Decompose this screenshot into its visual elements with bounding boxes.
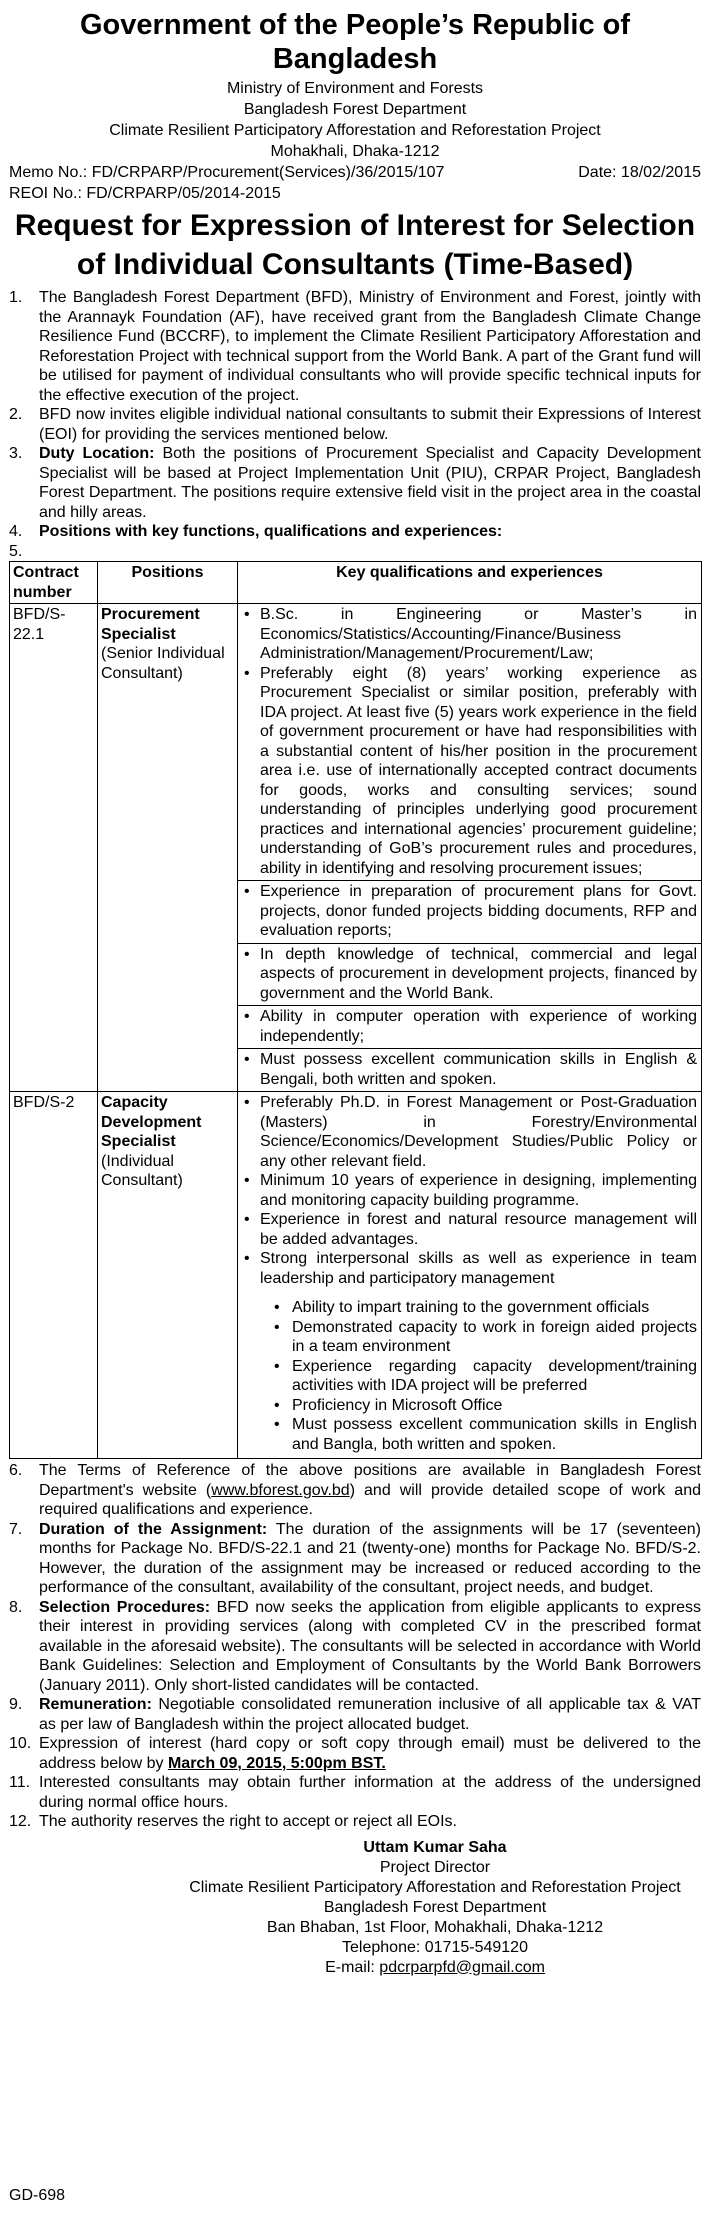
signatory-project: Climate Resilient Participatory Afforestation and Reforestation Project [189, 1878, 681, 1896]
signature-block [169, 1838, 701, 1978]
position-title: Procurement Specialist [101, 606, 200, 643]
paragraph-1: 1. The Bangladesh Forest Department (BFD), Ministry of Environment and Forest, jointly with the Arannayk Foundation (AF), have received grant from the Bangladesh Climate Change Resilience Fund (BCCRF), to implement the Climate Resilient Participatory Afforestation and Reforestation Project with technical support from the World Bank. A part of the Grant fund will be utilised for payment of individual consultants who will provide specific technical inputs for the effective execution of the project. [9, 289, 701, 404]
memo-date: Date: 18/02/2015 [578, 164, 701, 181]
government-title: Government of the People’s Republic of Bangladesh [80, 9, 630, 75]
project-line: Climate Resilient Participatory Afforestation and Reforestation Project [109, 122, 601, 139]
paragraph-12: 12. The authority reserves the right to accept or reject all EOIs. [9, 1813, 457, 1830]
list-item: • B.Sc. in Engineering or Master’s in Economics/Statistics/Accounting/Finance/Business Administration/Management/Procurement/Law; [260, 605, 697, 664]
list-item: • Strong interpersonal skills as well as experience in team leadership and participatory management [260, 1249, 697, 1288]
paragraph-2: 2. BFD now invites eligible individual national consultants to submit their Expressions of Interest (EOI) for providing the services mentioned below. [9, 406, 701, 443]
list-item: • Proficiency in Microsoft Office [292, 1396, 697, 1416]
contract-number: BFD/S-2 [10, 1092, 98, 1459]
closing-paragraphs [9, 1461, 701, 1832]
list-item: • Demonstrated capacity to work in foreign aided projects in a team environment [292, 1318, 697, 1357]
email-link[interactable]: pdcrparpfd@gmail.com [379, 1958, 545, 1976]
list-item: • Minimum 10 years of experience in designing, implementing and monitoring capacity building programme. [260, 1171, 697, 1210]
position-subtitle: (Individual Consultant) [101, 1152, 183, 1189]
header-qualifications: Key qualifications and experiences [238, 562, 702, 604]
qualifications-cell [238, 1092, 702, 1459]
paragraph-4: 4. Positions with key functions, qualifications and experiences: [9, 523, 503, 540]
intro-paragraphs [9, 288, 701, 561]
signatory-designation: Project Director [379, 1858, 491, 1876]
list-item: • Preferably eight (8) years’ working experience as Procurement Specialist or similar position, preferably with IDA project. At least five (5) years work experience in the field of government procurement or have had responsibilities with a substantial content of his/her position in the procurement area i.e. use of internationally accepted contract documents for goods, works and consulting services; sound understanding of principles underlying good procurement practices and international agencies’ procurement guideline; understanding of GoB’s procurement rules and procedures, ability in identifying and resolving procurement issues; [260, 664, 697, 879]
list-item: • Ability in computer operation with experience of working independently; [260, 1007, 697, 1046]
memo-number: Memo No.: FD/CRPARP/Procurement(Services)/36/2015/107 [9, 164, 445, 181]
paragraph-9: 9. Remuneration: Negotiable consolidated remuneration inclusive of all applicable tax & VAT as per law of Bangladesh within the project allocated budget. [9, 1696, 701, 1733]
list-item: • Experience in forest and natural resource management will be added advantages. [260, 1210, 697, 1249]
table-row [10, 1092, 702, 1459]
header-contract-number: Contract number [10, 562, 98, 604]
contract-number: BFD/S-22.1 [10, 604, 98, 1092]
paragraph-8: 8. Selection Procedures: BFD now seeks the application from eligible applicants to express their interest in providing services (along with completed CV in the prescribed format available in the aforesaid website). The consultants will be selected in accordance with World Bank Guidelines: Selection and Employment of Consultants by the World Bank Borrowers (January 2011). Only short-listed candidates will be contacted. [9, 1598, 701, 1694]
address-line: Mohakhali, Dhaka-1212 [270, 143, 440, 160]
signatory-department: Bangladesh Forest Department [323, 1898, 547, 1916]
paragraph-3: 3. Duty Location: Both the positions of Procurement Specialist and Capacity Development Specialist will be based at Project Implementation Unit (PIU), CRPAR Project, Bangladesh Forest Department. The positions require extensive field visit in the project area in the coastal and hilly areas. [9, 445, 701, 521]
position-title: Capacity Development Specialist [101, 1094, 202, 1150]
list-item: • Experience regarding capacity development/training activities with IDA project will be preferred [292, 1357, 697, 1396]
list-item: • Ability to impart training to the government officials [292, 1298, 697, 1318]
list-item: • Must possess excellent communication skills in English & Bengali, both written and spoken. [260, 1050, 697, 1089]
table-header-row [10, 562, 702, 604]
notice-title: Request for Expression of Interest for Selection of Individual Consultants (Time-Based) [14, 209, 696, 281]
paragraph-10: 10. Expression of interest (hard copy or soft copy through email) must be delivered to the address below by March 09, 2015, 5:00pm BST. [9, 1735, 701, 1772]
positions-table [9, 561, 702, 1459]
table-row [10, 604, 702, 1092]
position-cell [98, 1092, 238, 1459]
header-positions: Positions [98, 562, 238, 604]
reoi-number: REOI No.: FD/CRPARP/05/2014-2015 [9, 185, 281, 202]
paragraph-6: 6. The Terms of Reference of the above positions are available in Bangladesh Forest Department's website (www.bforest.gov.bd) and will provide detailed scope of work and required qualifications and experience. [9, 1462, 702, 1518]
department-line: Bangladesh Forest Department [243, 101, 467, 118]
paragraph-11: 11. Interested consultants may obtain further information at the address of the undersigned during normal office hours. [9, 1774, 701, 1811]
position-subtitle: (Senior Individual Consultant) [101, 645, 225, 682]
memo-row [9, 162, 701, 183]
list-item: • Must possess excellent communication skills in English and Bangla, both written and spoken. [292, 1415, 697, 1454]
position-cell [98, 604, 238, 1092]
signatory-name: Uttam Kumar Saha [363, 1838, 507, 1856]
website-link[interactable]: www.bforest.gov.bd [211, 1481, 350, 1499]
list-item: • Preferably Ph.D. in Forest Management or Post-Graduation (Masters) in Forestry/Environmental Science/Economics/Development Studies/Public Policy or any other relevant field. [260, 1093, 697, 1171]
paragraph-7: 7. Duration of the Assignment: The duration of the assignments will be 17 (seventeen) months for Package No. BFD/S-22.1 and 21 (twenty-one) months for Package No. BFD/S-2. However, the duration of the assignment may be increased or reduced according to the performance of the consultant, availability of the consultant, project needs, and budget. [9, 1520, 701, 1596]
signatory-email-line: E-mail: pdcrparpfd@gmail.com [325, 1958, 545, 1976]
list-item: • In depth knowledge of technical, commercial and legal aspects of procurement in development projects, financed by government and the World Bank. [260, 945, 697, 1004]
signatory-address: Ban Bhaban, 1st Floor, Mohakhali, Dhaka-1212 [266, 1918, 604, 1936]
deadline: March 09, 2015, 5:00pm BST. [167, 1754, 386, 1772]
signatory-telephone: Telephone: 01715-549120 [342, 1938, 528, 1956]
qualifications-cell [238, 604, 702, 1092]
footer-code: GD-698 [9, 2187, 66, 2204]
list-item: • Experience in preparation of procurement plans for Govt. projects, donor funded projects bidding documents, RFP and evaluation reports; [260, 882, 697, 941]
duty-location-label: Duty Location: [39, 445, 155, 462]
paragraph-5: 5. [9, 542, 23, 560]
ministry-line: Ministry of Environment and Forests [226, 80, 484, 97]
